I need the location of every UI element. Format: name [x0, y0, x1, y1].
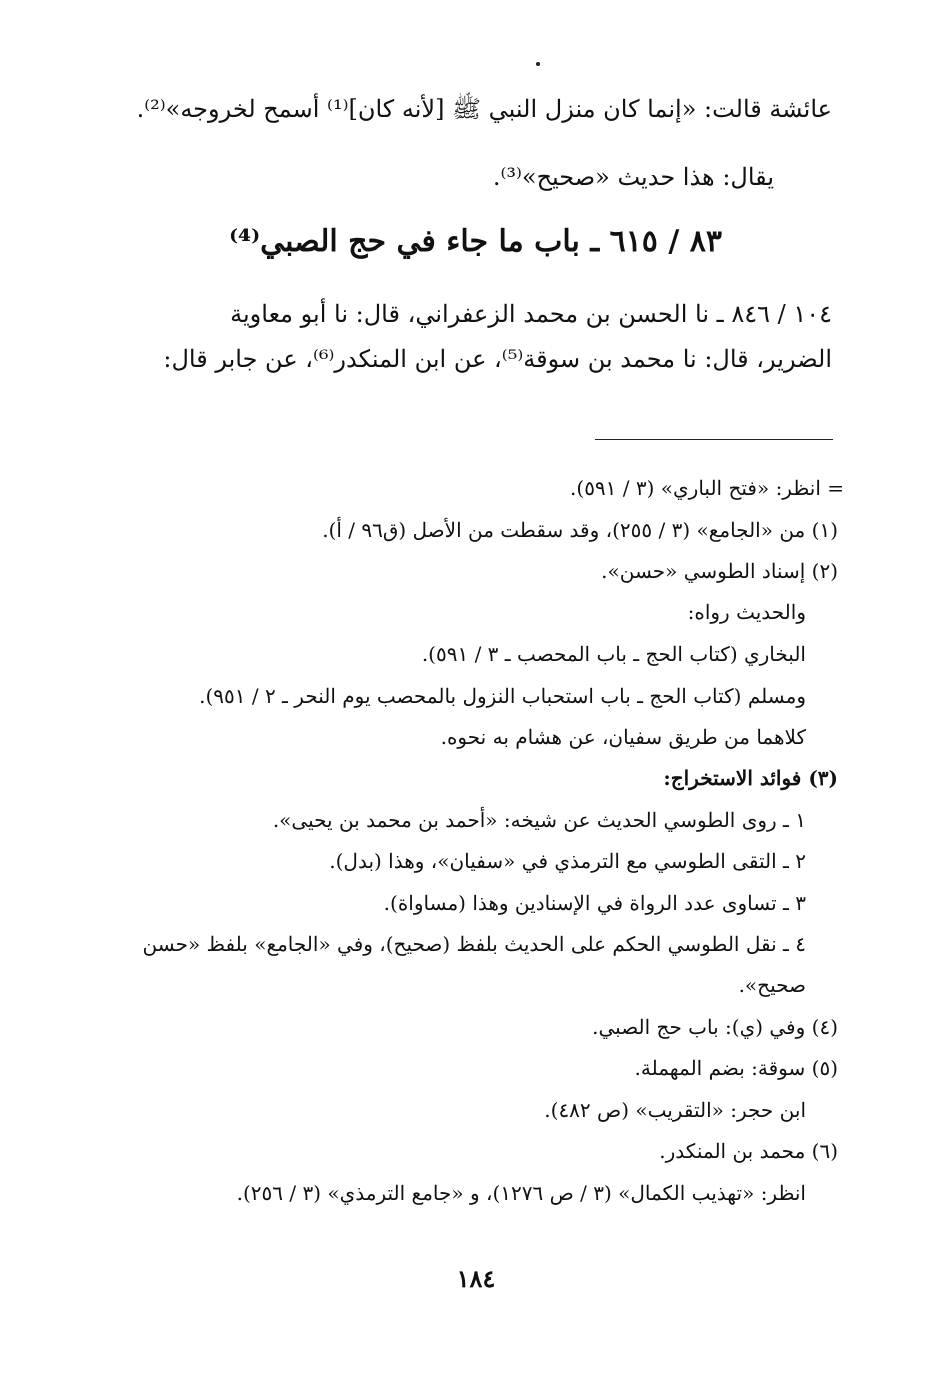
footnote-line-4: والحديث رواه:: [687, 600, 806, 624]
footnote-line-9: ١ ـ روى الطوسي الحديث عن شيخه: «أحمد بن محمد بن يحيى».: [272, 808, 806, 832]
main-line-2: يقال: هذا حديث «صحيح»⁽³⁾.: [492, 163, 774, 191]
footnote-line-8: (٣) فوائد الاستخراج:: [663, 766, 838, 790]
page-number: ١٨٤: [456, 1264, 496, 1293]
footnote-line-10: ٢ ـ التقى الطوسي مع الترمذي في «سفيان»، وهذا (بدل).: [329, 849, 806, 873]
chapter-heading: ٨٣ / ٦١٥ ـ باب ما جاء في حج الصبي⁽⁴⁾: [229, 224, 722, 259]
footnote-line-5: البخاري (كتاب الحج ـ باب المحصب ـ ٣ / ٥٩١).: [421, 642, 806, 666]
footnote-line-13: صحيح».: [738, 973, 806, 997]
footnote-separator: [595, 439, 833, 440]
main-line-1: عائشة قالت: «إنما كان منزل النبي ﷺ [لأنه كان]⁽¹⁾ أسمح لخروجه»⁽²⁾.: [136, 95, 832, 123]
footnote-line-14: (٤) وفي (ي): باب حج الصبي.: [592, 1015, 838, 1039]
footnote-line-6: ومسلم (كتاب الحج ـ باب استحباب النزول بالمحصب يوم النحر ـ ٢ / ٩٥١).: [199, 684, 806, 708]
top-dot-mark: [536, 62, 540, 66]
footnote-line-2: (١) من «الجامع» (٣ / ٢٥٥)، وقد سقطت من الأصل (ق٩٦ / أ).: [322, 518, 838, 542]
footnote-line-7: كلاهما من طريق سفيان، عن هشام به نحوه.: [440, 725, 806, 749]
footnote-line-12: ٤ ـ نقل الطوسي الحكم على الحديث بلفظ (صحيح)، وفي «الجامع» بلفظ «حسن: [142, 932, 806, 956]
footnote-line-1: = انظر: «فتح الباري» (٣ / ٥٩١).: [570, 476, 844, 500]
footnote-line-15: (٥) سوقة: بضم المهملة.: [634, 1056, 838, 1080]
footnote-line-16: ابن حجر: «التقريب» (ص ٤٨٢).: [544, 1098, 806, 1122]
main-line-3: ١٠٤ / ٨٤٦ ـ نا الحسن بن محمد الزعفراني، قال: نا أبو معاوية: [230, 300, 832, 328]
footnote-line-17: (٦) محمد بن المنكدر.: [659, 1139, 838, 1163]
main-line-4: الضرير، قال: نا محمد بن سوقة⁽⁵⁾، عن ابن المنكدر⁽⁶⁾، عن جابر قال:: [163, 345, 832, 373]
footnote-line-11: ٣ ـ تساوى عدد الرواة في الإسنادين وهذا (مساواة).: [383, 891, 806, 915]
footnote-line-18: انظر: «تهذيب الكمال» (٣ / ص ١٢٧٦)، و «جامع الترمذي» (٣ / ٢٥٦).: [236, 1181, 806, 1205]
footnote-line-3: (٢) إسناد الطوسي «حسن».: [601, 559, 838, 583]
